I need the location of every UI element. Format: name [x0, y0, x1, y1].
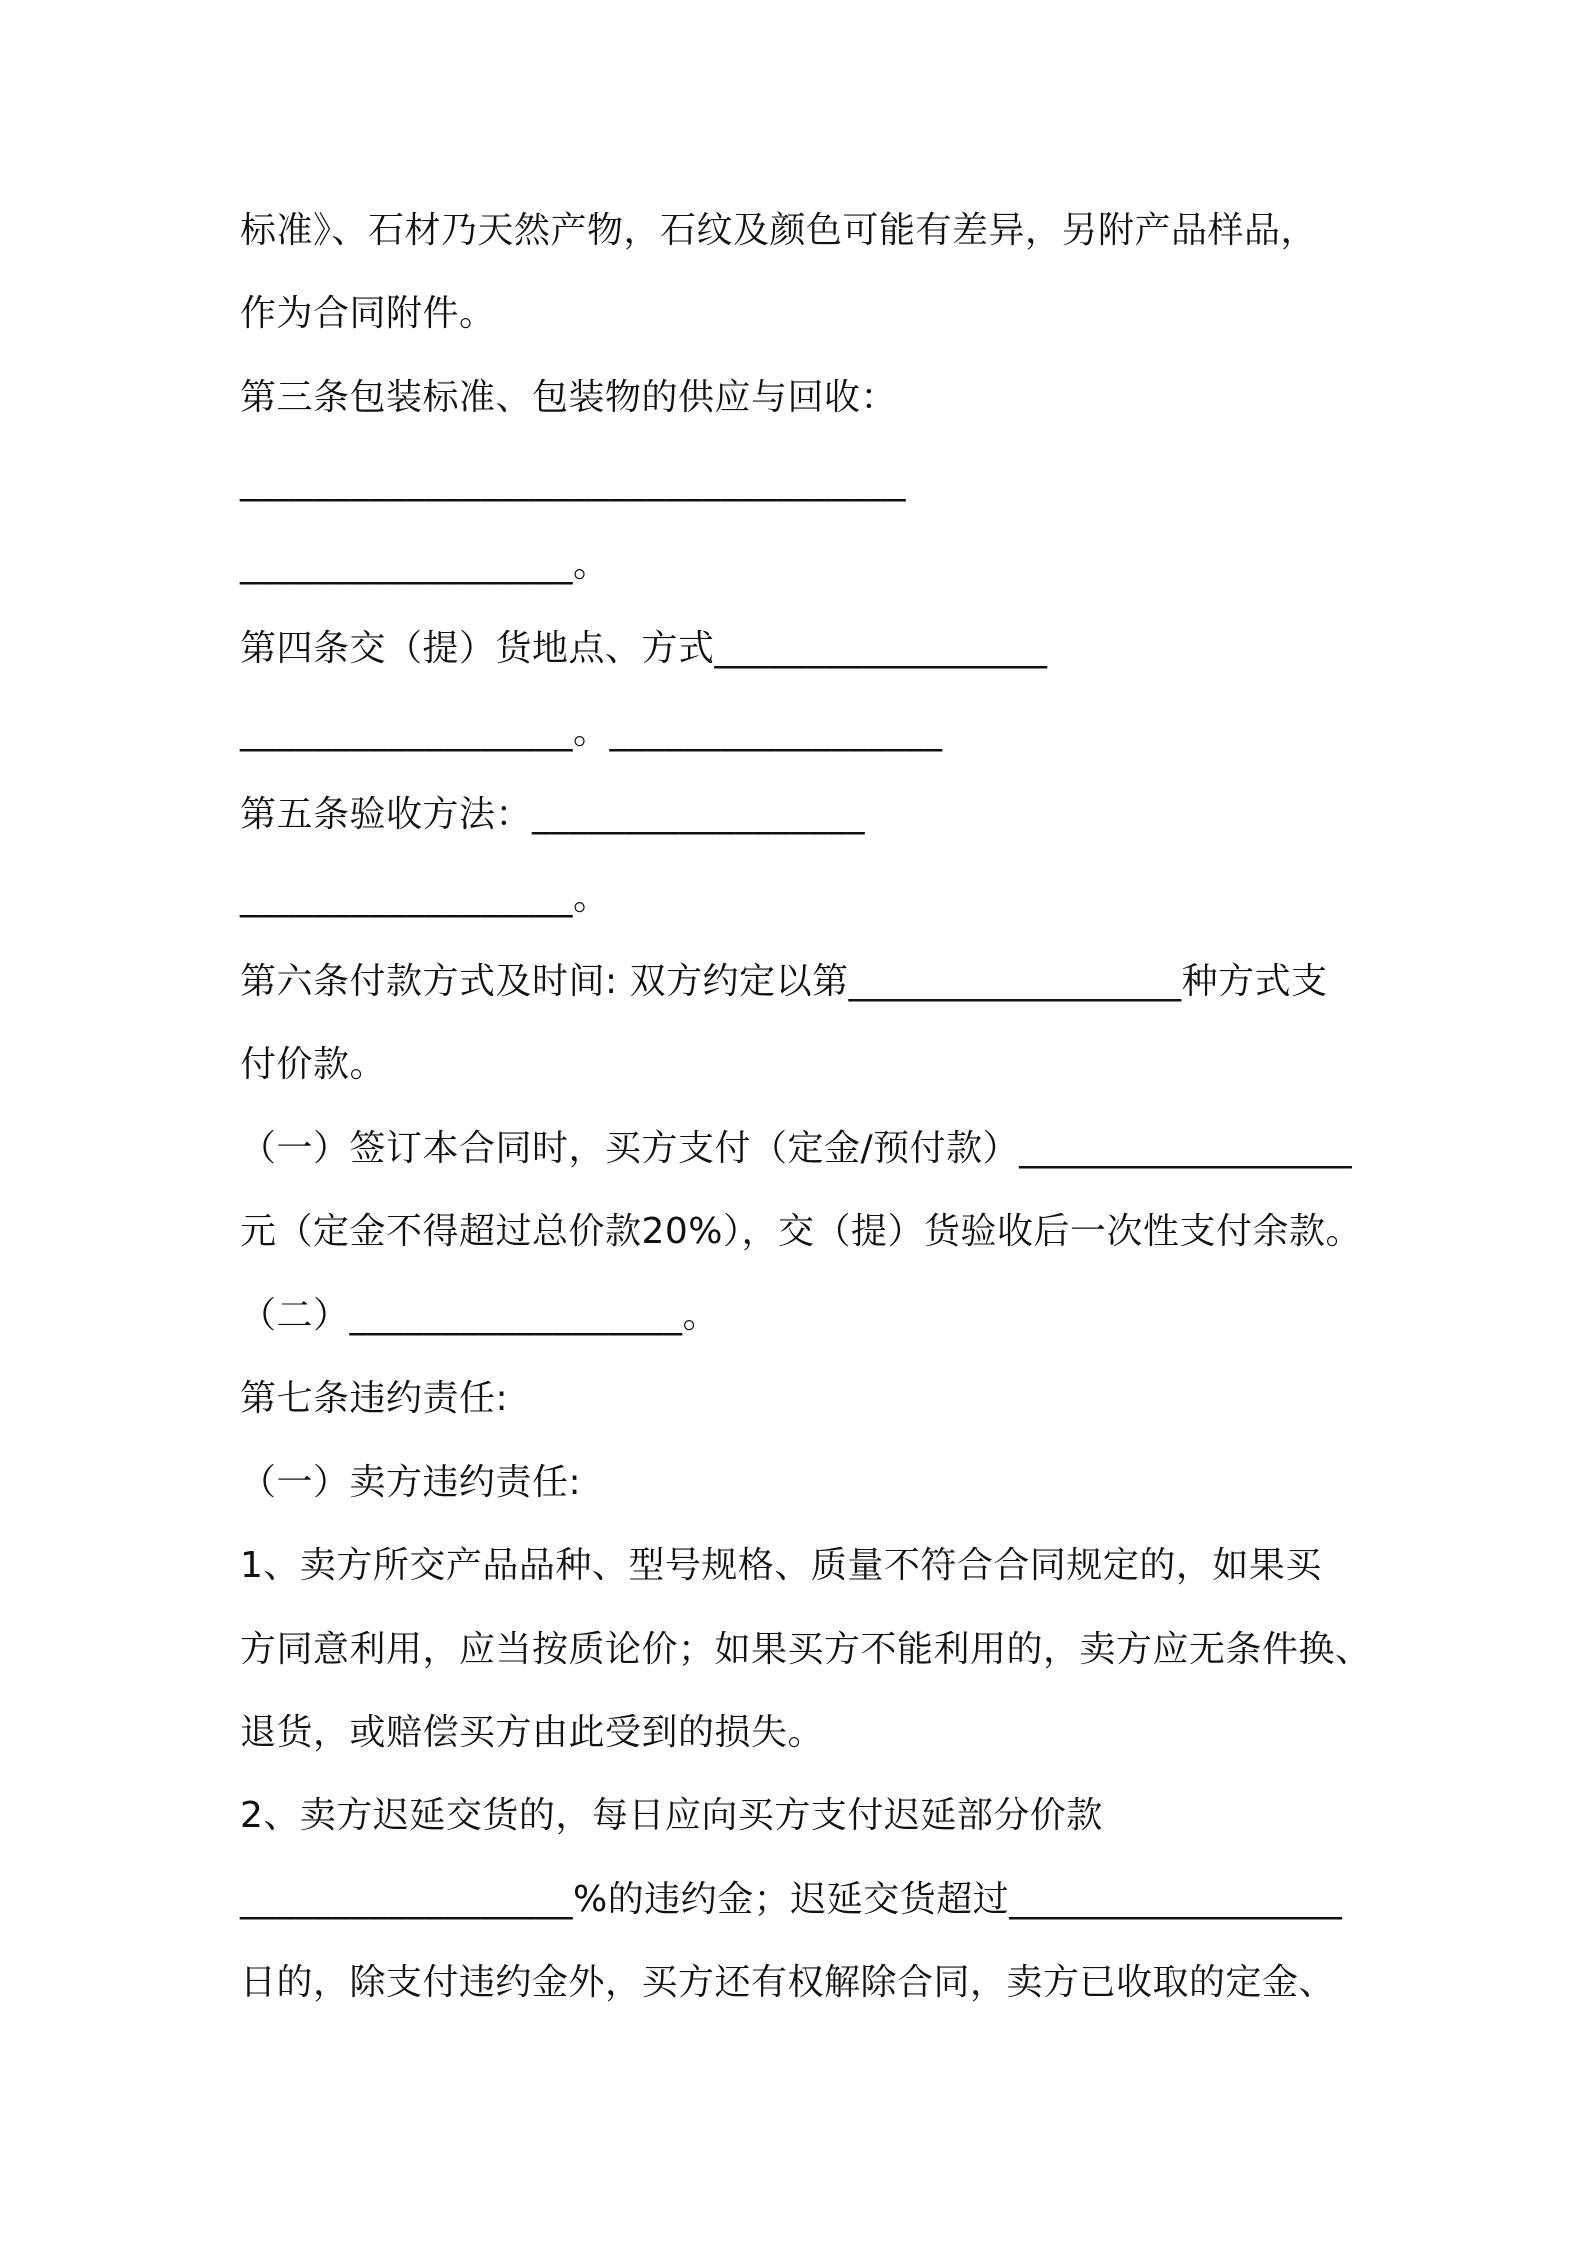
text-line: __________________%的违约金；迟延交货超过__________________: [240, 1879, 1343, 1920]
blank-line: __________________。: [240, 544, 610, 585]
text-line: 1、卖方所交产品品种、型号规格、质量不符合合同规定的，如果买: [240, 1545, 1322, 1586]
text-line: 标准》、石材乃天然产物，石纹及颜色可能有差异，另附产品样品，: [240, 210, 1318, 251]
blank-line: __________________。__________________: [240, 711, 943, 752]
text-line: 日的，除支付违约金外，买方还有权解除合同，卖方已收取的定金、: [240, 1962, 1336, 2003]
text-line: （一）卖方违约责任:: [240, 1462, 582, 1503]
text-line: 付价款。: [240, 1044, 387, 1085]
text-line: 第三条包装标准、包装物的供应与回收：: [240, 377, 898, 418]
text-line: 第四条交（提）货地点、方式__________________: [240, 628, 1048, 669]
text-line: （二）__________________。: [240, 1295, 720, 1336]
text-line: 第六条付款方式及时间: 双方约定以第__________________种方式支: [240, 961, 1328, 1002]
text-line: 元（定金不得超过总价款20%），交（提）货验收后一次性支付余款。: [240, 1211, 1363, 1252]
text-line: 第七条违约责任:: [240, 1378, 509, 1419]
text-line: 第五条验收方法：__________________: [240, 794, 866, 835]
text-line: 方同意利用，应当按质论价；如果买方不能利用的，卖方应无条件换、: [240, 1629, 1372, 1670]
blank-line: ____________________________________: [240, 461, 906, 502]
text-line: （一）签订本合同时，买方支付（定金/预付款）__________________: [240, 1128, 1353, 1169]
text-line: 退货，或赔偿买方由此受到的损失。: [240, 1712, 825, 1753]
blank-line: __________________。: [240, 877, 610, 918]
text-line: 作为合同附件。: [240, 293, 496, 334]
text-line: 2、卖方迟延交货的，每日应向买方支付迟延部分价款: [240, 1795, 1103, 1836]
